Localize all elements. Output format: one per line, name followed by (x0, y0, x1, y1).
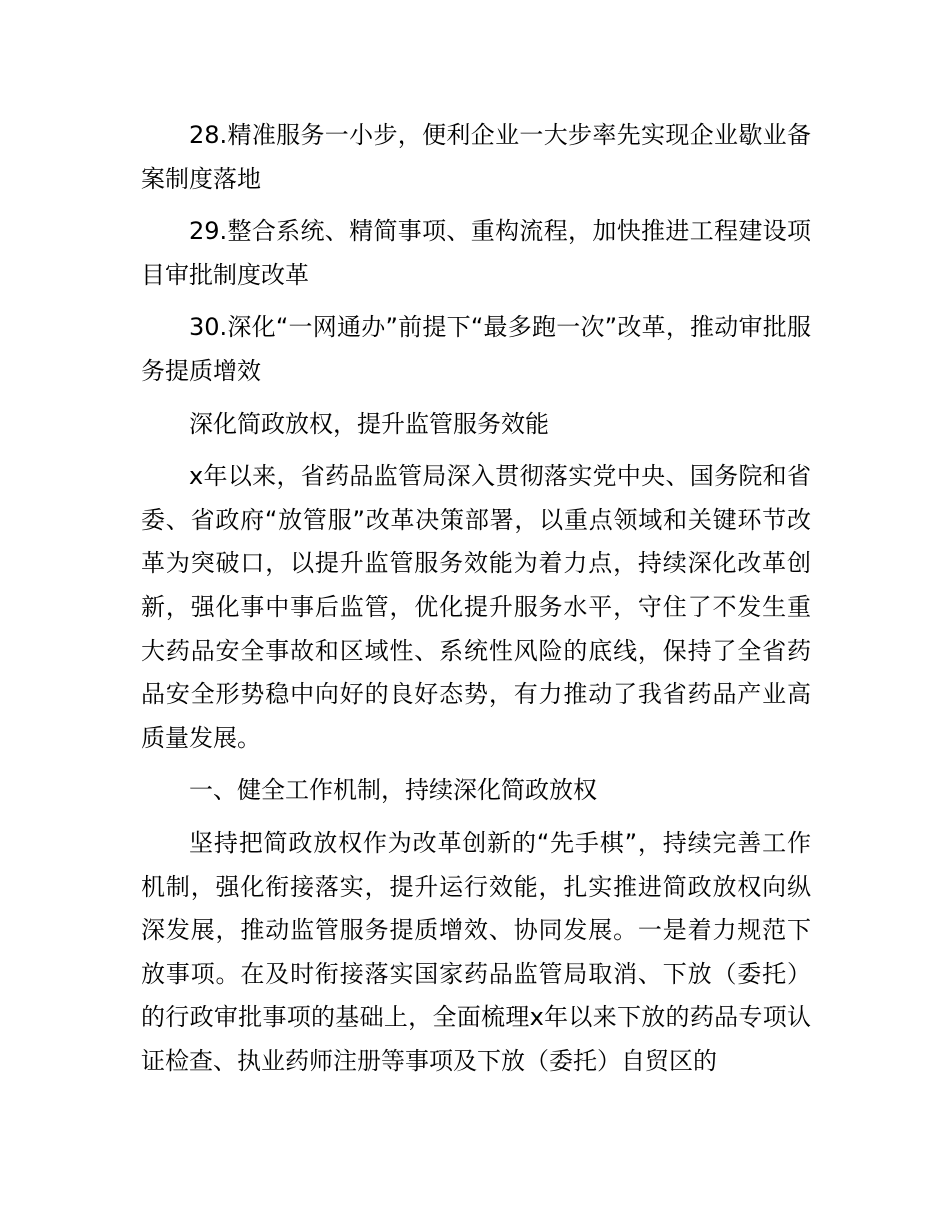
intro-paragraph: x年以来，省药品监管局深入贯彻落实党中央、国务院和省委、省政府“放管服”改革决策部署，以重点领域和关键环节改革为突破口，以提升监管服务效能为着力点，持续深化改革创新，强化事中事后监管，优化提升服务水平，守住了不发生重大药品安全事故和区域性、系统性风险的底线，保持了全省药品安全形势稳中向好的良好态势，有力推动了我省药品产业高质量发展。 (141, 462, 811, 752)
section-title: 深化简政放权，提升监管服务效能 (189, 409, 549, 438)
item-28-heading: 28.精准服务一小步，便利企业一大步率先实现企业歇业备案制度落地 (141, 121, 811, 193)
item-30-heading: 30.深化“一网通办”前提下“最多跑一次”改革，推动审批服务提质增效 (141, 313, 811, 385)
section-one-body: 坚持把简政放权作为改革创新的“先手棋”，持续完善工作机制，强化衔接落实，提升运行效能，扎实推进简政放权向纵深发展，推动监管服务提质增效、协同发展。一是着力规范下放事项。在及时衔接落实国家药品监管局取消、下放（委托）的行政审批事项的基础上，全面梳理x年以来下放的药品专项认证检查、执业药师注册等事项及下放（委托）自贸区的 (141, 828, 811, 1075)
item-29-heading: 29.整合系统、精简事项、重构流程，加快推进工程建设项目审批制度改革 (141, 217, 811, 289)
section-one-heading: 一、健全工作机制，持续深化简政放权 (189, 776, 597, 805)
document-body (141, 114, 811, 1092)
